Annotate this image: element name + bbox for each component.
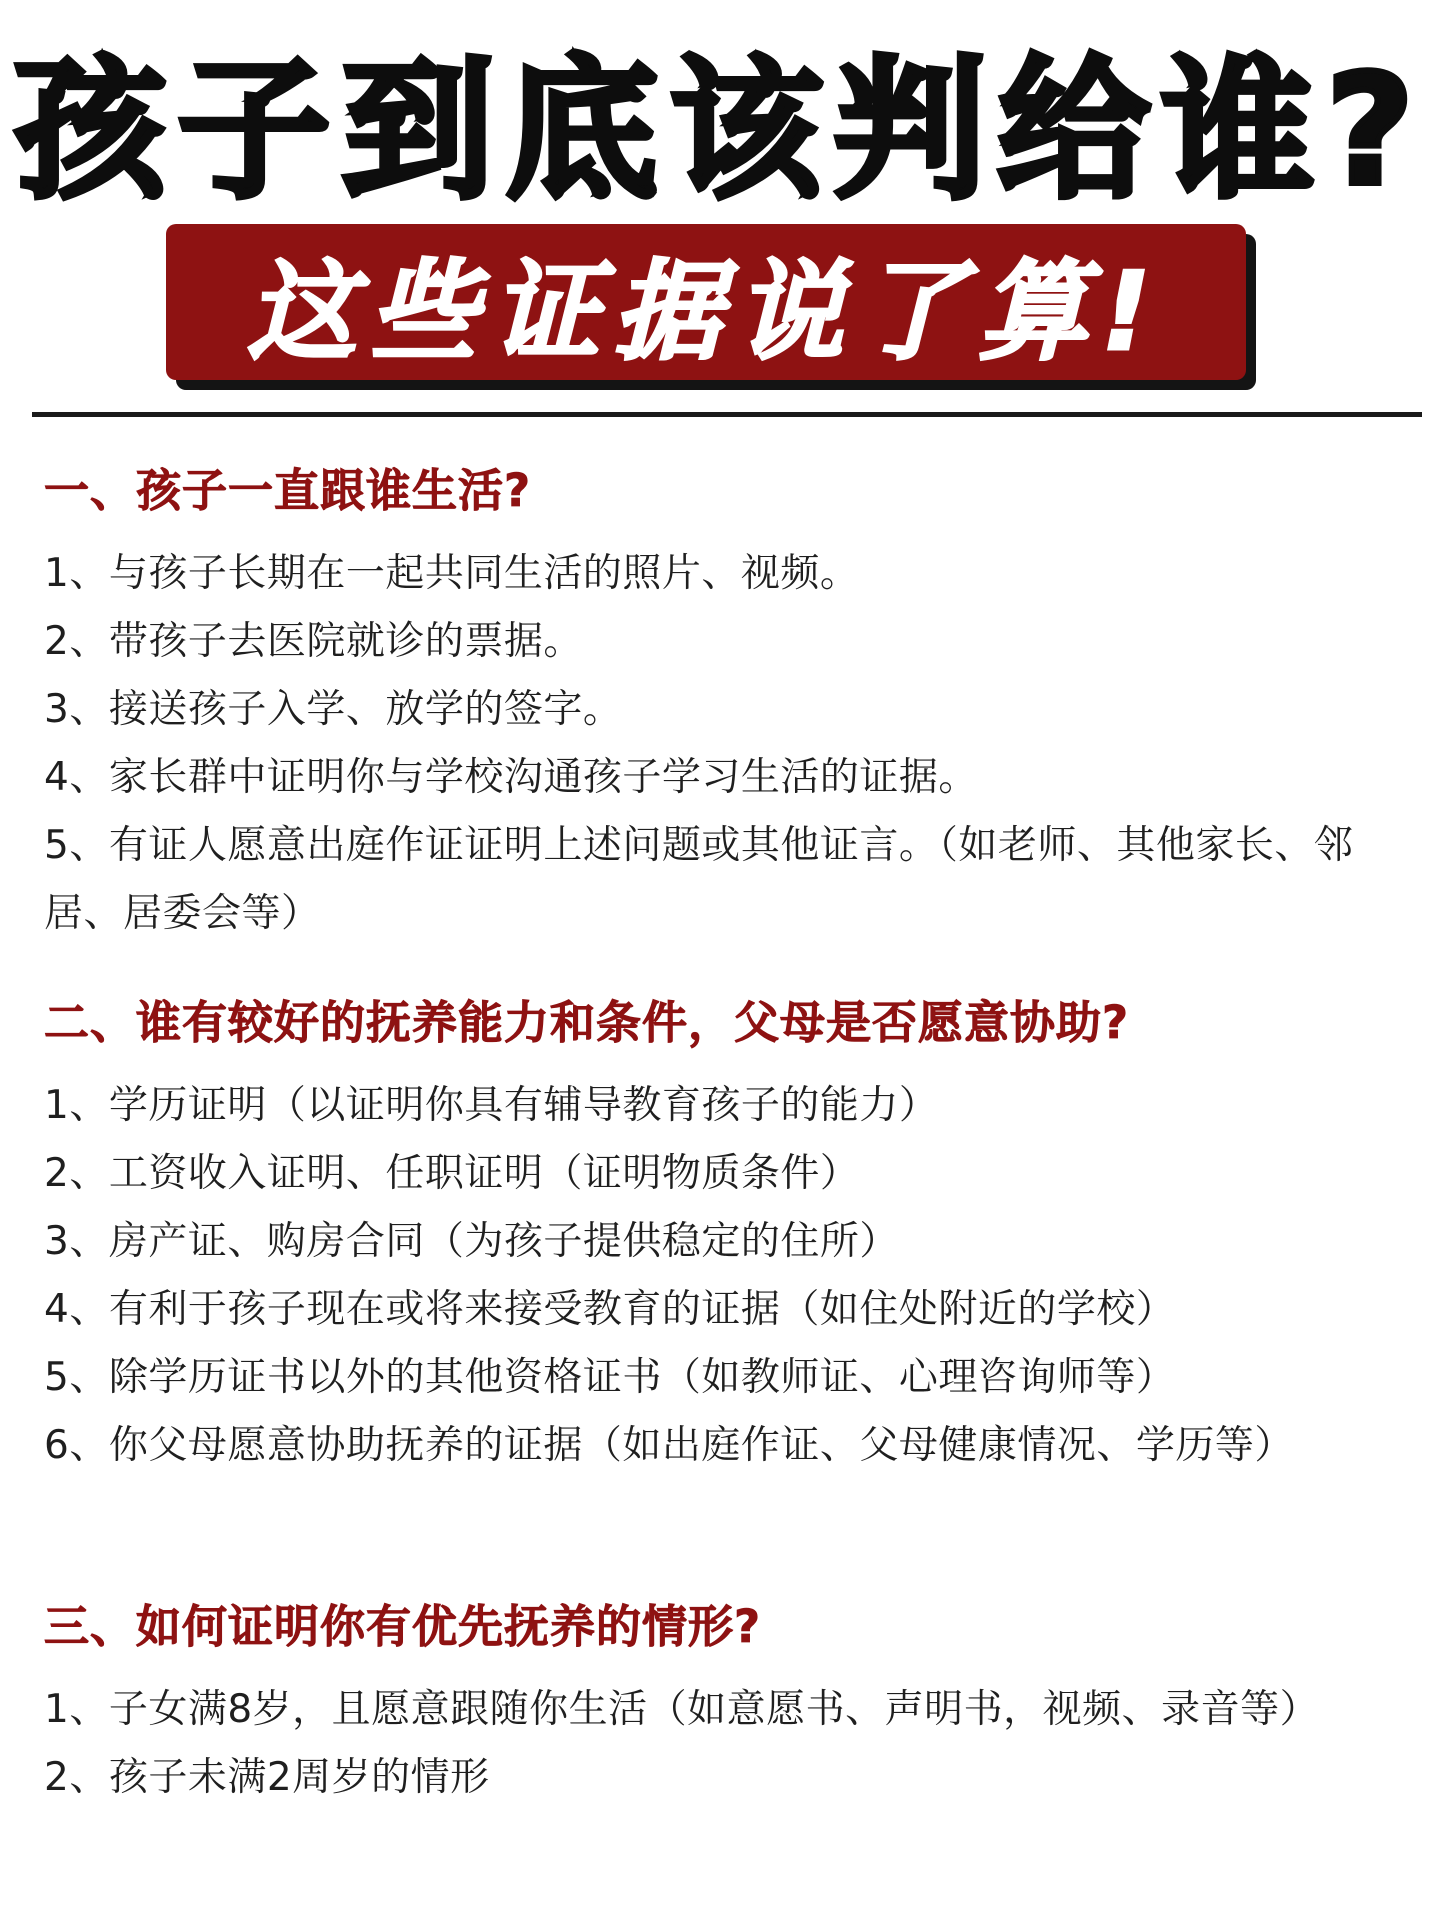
list-item: 1、子女满8岁，且愿意跟随你生活（如意愿书、声明书，视频、录音等）	[44, 1687, 1320, 1732]
list-item: 5、有证人愿意出庭作证证明上述问题或其他证言。（如老师、其他家长、邻居、居委会等）	[44, 823, 1354, 936]
evidence-list	[44, 1676, 1414, 1812]
subtitle-banner	[166, 224, 1246, 380]
section-living-with	[44, 456, 1414, 948]
divider	[32, 412, 1422, 417]
list-item: 4、有利于孩子现在或将来接受教育的证据（如住处附近的学校）	[44, 1287, 1176, 1332]
evidence-list	[44, 540, 1414, 948]
list-item: 2、孩子未满2周岁的情形	[44, 1755, 490, 1800]
list-item: 3、接送孩子入学、放学的签字。	[44, 687, 623, 732]
page-title: 孩子到底该判给谁?	[13, 42, 1427, 219]
list-item: 2、工资收入证明、任职证明（证明物质条件）	[44, 1151, 860, 1196]
evidence-list	[44, 1072, 1414, 1480]
section-heading: 三、如何证明你有优先抚养的情形?	[44, 1600, 762, 1653]
section-heading: 一、孩子一直跟谁生活?	[44, 464, 532, 517]
section-priority-custody	[44, 1592, 1414, 1812]
section-heading: 二、谁有较好的抚养能力和条件，父母是否愿意协助?	[44, 996, 1130, 1049]
list-item: 4、家长群中证明你与学校沟通孩子学习生活的证据。	[44, 755, 978, 800]
list-item: 3、房产证、购房合同（为孩子提供稳定的住所）	[44, 1219, 899, 1264]
section-ability-conditions	[44, 988, 1414, 1480]
banner-text: 这些证据说了算!	[247, 249, 1165, 375]
list-item: 1、与孩子长期在一起共同生活的照片、视频。	[44, 551, 860, 596]
list-item: 2、带孩子去医院就诊的票据。	[44, 619, 583, 664]
list-item: 5、除学历证书以外的其他资格证书（如教师证、心理咨询师等）	[44, 1355, 1176, 1400]
list-item: 1、学历证明（以证明你具有辅导教育孩子的能力）	[44, 1083, 939, 1128]
list-item: 6、你父母愿意协助抚养的证据（如出庭作证、父母健康情况、学历等）	[44, 1423, 1294, 1468]
